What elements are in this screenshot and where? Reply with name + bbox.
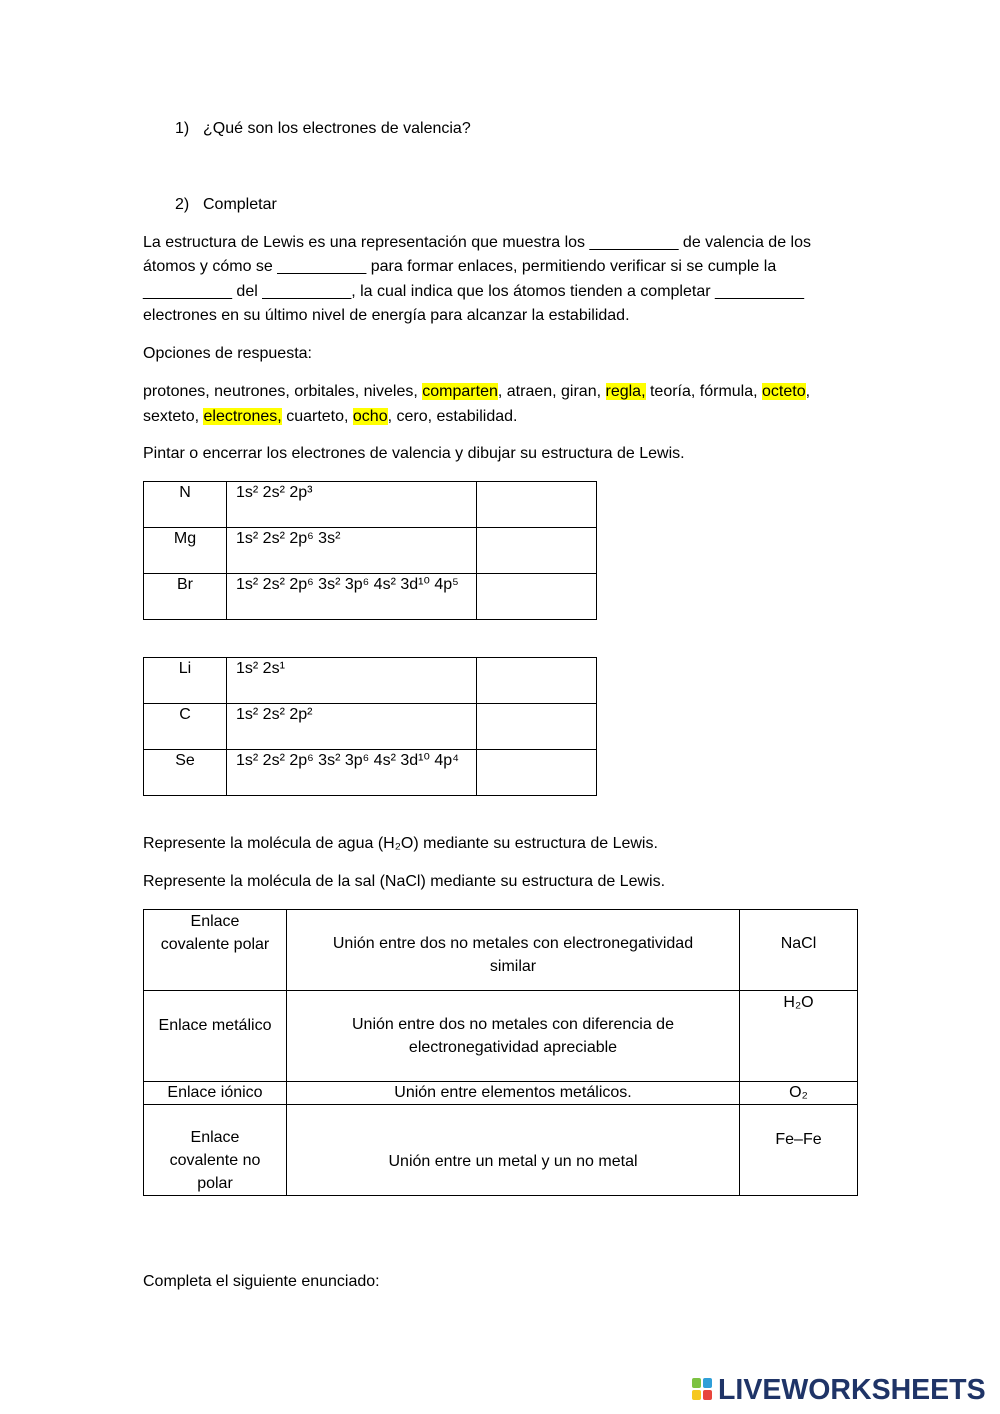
question-text: Completar <box>203 196 277 213</box>
paragraph-text: electrones en su último nivel de energía para alcanzar la estabilidad. <box>143 307 630 325</box>
bond-type: Enlace covalente no polar <box>144 1105 287 1196</box>
bond-example: NaCl <box>740 910 858 991</box>
bond-description: Unión entre dos no metales con electronegatividad similar <box>287 910 740 991</box>
electron-configuration: 1s² 2s¹ <box>227 658 477 704</box>
question-1 <box>0 117 1000 141</box>
lewis-structure-answer-cell[interactable] <box>477 482 597 528</box>
water-molecule-prompt: Represente la molécula de agua (H₂O) mediante su estructura de Lewis. <box>143 835 658 852</box>
question-number: 2) <box>175 196 190 213</box>
paragraph-line <box>143 280 811 304</box>
question-text: ¿Qué son los electrones de valencia? <box>203 120 471 137</box>
question-2 <box>0 193 1000 217</box>
paragraph-text: La estructura de Lewis es una representación que muestra los <box>143 234 590 251</box>
option-segment: sexteto, <box>143 408 204 425</box>
config-table-row <box>144 574 597 620</box>
logo-icon-block <box>692 1378 701 1388</box>
config-table-row <box>144 482 597 528</box>
liveworksheets-logo-icon <box>692 1378 712 1400</box>
lewis-structure-answer-cell[interactable] <box>477 658 597 704</box>
bond-table-row <box>144 991 858 1082</box>
option-segment: regla, <box>605 383 646 400</box>
element-symbol: Br <box>144 574 227 620</box>
electron-configuration: 1s² 2s² 2p⁶ 3s² 3p⁶ 4s² 3d¹⁰ 4p⁵ <box>227 574 477 620</box>
paragraph-text: para formar enlaces, permitiendo verificar si se cumple la <box>366 258 777 276</box>
option-segment: ocho <box>352 408 388 425</box>
electron-config-table-2 <box>143 657 597 796</box>
logo-text: LIVEWORKSHEETS <box>718 1374 986 1406</box>
bond-example: O₂ <box>740 1082 858 1105</box>
bond-type: Enlace metálico <box>144 991 287 1082</box>
bond-table-row <box>144 1105 858 1196</box>
paragraph-text: , la cual indica que los átomos tienden a completar <box>351 282 715 300</box>
answer-blank[interactable]: __________ <box>262 282 352 300</box>
bond-description: Unión entre elementos metálicos. <box>287 1082 740 1105</box>
logo-icon-block <box>703 1390 712 1400</box>
option-segment: , <box>805 383 811 400</box>
paragraph-line <box>143 255 811 279</box>
options-line <box>143 379 810 404</box>
options-line <box>143 404 810 429</box>
answer-blank[interactable]: __________ <box>143 282 232 300</box>
config-table-row <box>144 528 597 574</box>
option-segment: , cero, estabilidad. <box>387 408 518 425</box>
lewis-structure-answer-cell[interactable] <box>477 574 597 620</box>
paragraph-text: átomos y cómo se <box>143 258 278 276</box>
element-symbol: N <box>144 482 227 528</box>
answer-options <box>143 379 810 429</box>
paragraph-line <box>143 231 811 255</box>
config-table-row <box>144 704 597 750</box>
liveworksheets-logo <box>690 1372 992 1406</box>
element-symbol: Se <box>144 750 227 796</box>
electron-config-table-1 <box>143 481 597 620</box>
option-segment: teoría, fórmula, <box>645 383 763 400</box>
lewis-structure-answer-cell[interactable] <box>477 704 597 750</box>
question-number: 1) <box>175 120 190 137</box>
paragraph-text: de valencia de los <box>678 234 811 251</box>
option-segment: comparten <box>422 383 498 400</box>
answer-blank[interactable]: __________ <box>277 258 367 276</box>
bond-types-table <box>143 909 858 1196</box>
options-label: Opciones de respuesta: <box>143 345 312 362</box>
bond-example: H₂O <box>740 991 858 1082</box>
salt-molecule-prompt: Represente la molécula de la sal (NaCl) mediante su estructura de Lewis. <box>143 873 666 890</box>
lewis-instruction: Pintar o encerrar los electrones de valencia y dibujar su estructura de Lewis. <box>143 445 685 462</box>
electron-configuration: 1s² 2s² 2p⁶ 3s² <box>227 528 477 574</box>
lewis-structure-answer-cell[interactable] <box>477 750 597 796</box>
bond-example: Fe–Fe <box>740 1105 858 1196</box>
bond-type: Enlace iónico <box>144 1082 287 1105</box>
element-symbol: Mg <box>144 528 227 574</box>
option-segment: , atraen, giran, <box>497 383 606 400</box>
element-symbol: C <box>144 704 227 750</box>
config-table-row <box>144 658 597 704</box>
final-prompt: Completa el siguiente enunciado: <box>143 1273 380 1290</box>
logo-icon-block <box>692 1390 701 1400</box>
electron-configuration: 1s² 2s² 2p³ <box>227 482 477 528</box>
option-segment: cuarteto, <box>281 408 353 425</box>
paragraph-line <box>143 304 811 328</box>
bond-description: Unión entre dos no metales con diferencia de electronegatividad apreciable <box>287 991 740 1082</box>
bond-description: Unión entre un metal y un no metal <box>287 1105 740 1196</box>
lewis-structure-answer-cell[interactable] <box>477 528 597 574</box>
answer-blank[interactable]: __________ <box>714 282 804 300</box>
logo-icon-block <box>703 1378 712 1388</box>
config-table-row <box>144 750 597 796</box>
option-segment: octeto <box>762 383 806 400</box>
bond-type: Enlace covalente polar <box>144 910 287 991</box>
option-segment: electrones, <box>203 408 282 425</box>
bond-table-row <box>144 910 858 991</box>
element-symbol: Li <box>144 658 227 704</box>
completion-paragraph <box>143 231 811 329</box>
answer-blank[interactable]: __________ <box>589 234 679 251</box>
paragraph-text: del <box>231 282 263 300</box>
electron-configuration: 1s² 2s² 2p⁶ 3s² 3p⁶ 4s² 3d¹⁰ 4p⁴ <box>227 750 477 796</box>
electron-configuration: 1s² 2s² 2p² <box>227 704 477 750</box>
bond-table-row <box>144 1082 858 1105</box>
option-segment: protones, neutrones, orbitales, niveles, <box>143 383 423 400</box>
